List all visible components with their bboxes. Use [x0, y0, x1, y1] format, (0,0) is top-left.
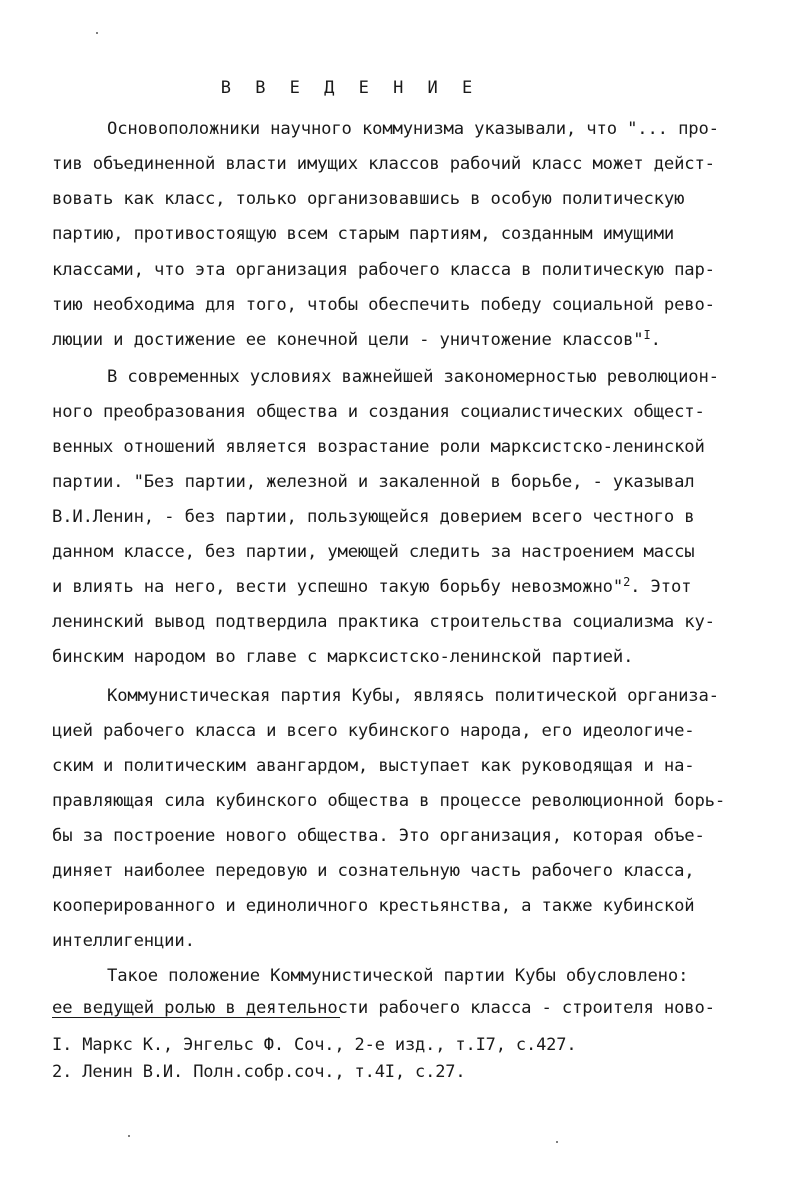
- text-line: Такое положение Коммунистической партии Кубы обусловлено:: [107, 966, 689, 986]
- text-line: интеллигенции.: [52, 931, 195, 951]
- text-line: цией рабочего класса и всего кубинского народа, его идеологиче-: [52, 721, 695, 741]
- text-line: [52, 575, 742, 597]
- text-line: ским и политическим авангардом, выступает как руководящая и на-: [52, 756, 695, 776]
- text-line: кооперированного и единоличного крестьянства, а также кубинской: [52, 896, 695, 916]
- text-line: В.И.Ленин, - без партии, пользующейся доверием всего честного в: [52, 507, 695, 527]
- text-line: диняет наиболее передовую и сознательную часть рабочего класса,: [52, 861, 695, 881]
- text-line: ного преобразования общества и создания социалистических общест-: [52, 402, 705, 422]
- text-line: люции и достижение ее конечной цели - уничтожение классов"$^I$.: [52, 328, 661, 350]
- text-line: ее ведущей ролью в деятельности рабочего класса - строителя ново-: [52, 998, 715, 1018]
- footnote-ref-2: 2: [623, 575, 631, 589]
- text-line: венных отношений является возрастание роли марксистско-ленинской: [52, 437, 705, 457]
- scan-speck: [128, 1135, 130, 1137]
- text-line-content: люции и достижение ее конечной цели - уничтожение классов": [52, 330, 644, 350]
- footnote-separator-underline: [52, 1017, 340, 1018]
- footnote-1: I. Маркс К., Энгельс Ф. Соч., 2-е изд., т.I7, с.427.: [52, 1035, 577, 1055]
- footnote-ref-1: I: [643, 328, 651, 342]
- footnote-2: 2. Ленин В.И. Полн.собр.соч., т.4I, с.27.: [52, 1062, 466, 1082]
- scan-speck: [556, 1141, 558, 1143]
- text-line: данном классе, без партии, умеющей следить за настроением массы: [52, 542, 695, 562]
- text-line: вовать как класс, только организовавшись в особую политическую: [52, 189, 685, 209]
- text-line: классами, что эта организация рабочего класса в политическую пар-: [52, 260, 715, 280]
- text-line: партию, противостоящую всем старым партиям, созданным имущими: [52, 224, 675, 244]
- text-line: Коммунистическая партия Кубы, являясь политической организа-: [107, 686, 719, 706]
- text-line: тив объединенной власти имущих классов рабочий класс может дейст-: [52, 154, 715, 174]
- text-line: тию необходима для того, чтобы обеспечить победу социальной рево-: [52, 295, 715, 315]
- text-line: партии. "Без партии, железной и закаленной в борьбе, - указывал: [52, 472, 695, 492]
- scan-speck: [96, 32, 98, 34]
- text-line: бы за построение нового общества. Это организация, которая объе-: [52, 826, 705, 846]
- text-line-tail: . Этот: [630, 577, 692, 597]
- text-line: В современных условиях важнейшей закономерностью революцион-: [107, 367, 719, 387]
- text-line: Основоположники научного коммунизма указывали, что "... про-: [107, 119, 719, 139]
- page-title: В В Е Д Е Н И Е: [220, 78, 480, 98]
- text-line: правляющая сила кубинского общества в процессе революционной борь-: [52, 791, 726, 811]
- text-line: бинским народом во главе с марксистско-ленинской партией.: [52, 647, 634, 667]
- text-line-content: и влиять на него, вести успешно такую борьбу невозможно": [52, 577, 624, 597]
- text-line: ленинский вывод подтвердила практика строительства социализма ку-: [52, 612, 715, 632]
